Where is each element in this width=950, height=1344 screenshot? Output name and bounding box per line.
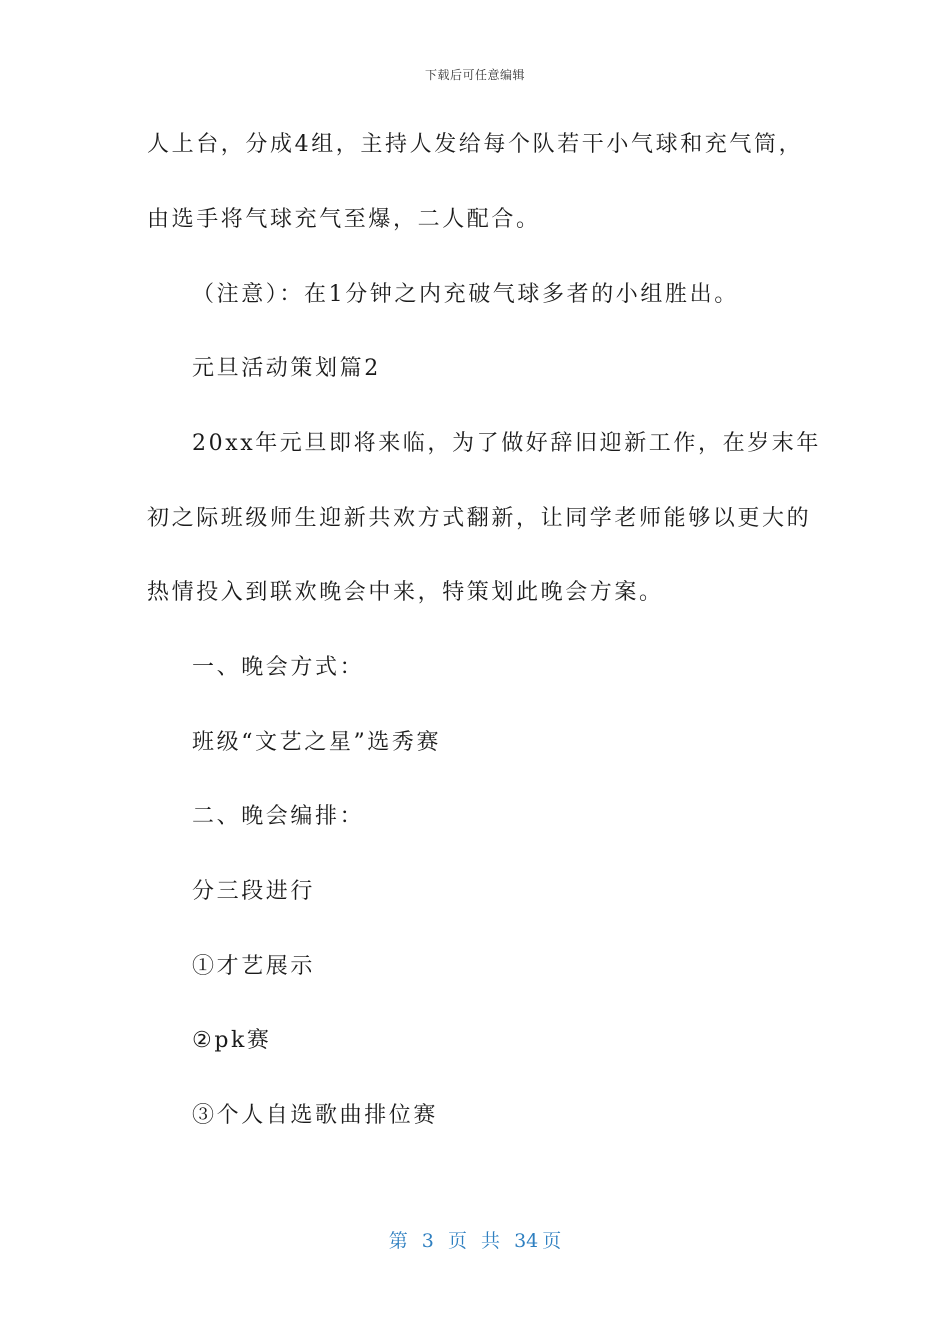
body-line: 二、晚会编排： <box>192 804 365 829</box>
body-line: 热情投入到联欢晚会中来，特策划此晚会方案。 <box>147 580 664 605</box>
body-line: 分三段进行 <box>192 879 316 904</box>
body-line: 人上台，分成4组，主持人发给每个队若干小气球和充气筒， <box>147 132 804 157</box>
body-line: 20xx年元旦即将来临，为了做好辞旧迎新工作，在岁末年 <box>192 431 822 456</box>
body-line: 班级“文艺之星”选秀赛 <box>192 730 442 755</box>
body-line: （注意）：在1分钟之内充破气球多者的小组胜出。 <box>192 282 739 307</box>
footer-suffix: 页 <box>542 1230 562 1252</box>
list-item: ①才艺展示 <box>192 954 316 979</box>
list-item: ③个人自选歌曲排位赛 <box>192 1103 439 1128</box>
section-heading: 元旦活动策划篇2 <box>192 356 381 381</box>
footer-prefix: 第 <box>388 1230 408 1252</box>
page-footer <box>0 1226 950 1253</box>
list-item: ②pk赛 <box>192 1028 272 1053</box>
body-line: 初之际班级师生迎新共欢方式翻新，让同学老师能够以更大的 <box>147 506 812 531</box>
footer-total-pages: 34 <box>514 1230 539 1252</box>
body-line: 由选手将气球充气至爆，二人配合。 <box>147 207 541 232</box>
footer-current-page: 3 <box>421 1230 434 1252</box>
footer-page-word: 页 <box>447 1230 467 1252</box>
body-line: 一、晚会方式： <box>192 655 365 680</box>
page-header-note: 下载后可任意编辑 <box>424 68 525 82</box>
footer-total-label: 共 <box>481 1230 501 1252</box>
